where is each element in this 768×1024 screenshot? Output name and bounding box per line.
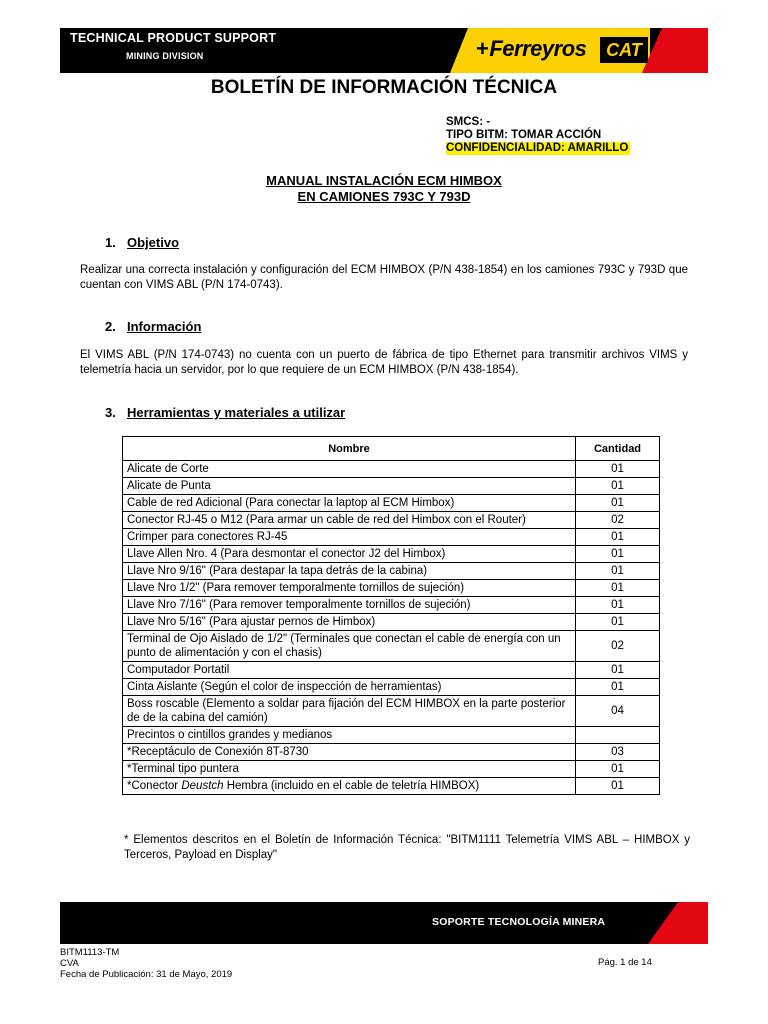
column-header-cantidad: Cantidad [576, 437, 660, 461]
meta-smcs: SMCS: - [446, 116, 491, 128]
cat-logo: CAT [600, 37, 648, 63]
tool-name-cell: Llave Nro 1/2" (Para remover temporalmente tornillos de sujeción) [123, 580, 576, 597]
table-row [123, 495, 660, 512]
tool-quantity-cell: 01 [576, 495, 660, 512]
header-title: TECHNICAL PRODUCT SUPPORT [70, 31, 277, 45]
page-number: Pág. 1 de 14 [598, 957, 652, 968]
section-label: Herramientas y materiales a utilizar [127, 405, 346, 420]
tools-table-body [123, 461, 660, 795]
header-subtitle: MINING DIVISION [126, 51, 204, 61]
table-header-row [123, 437, 660, 461]
section-text-objetivo: Realizar una correcta instalación y configuración del ECM HIMBOX (P/N 438-1854) en los camiones 793C y 793D que cuentan con VIMS ABL (P/N 174-0743). [80, 264, 688, 291]
tools-table [122, 436, 660, 795]
footer-band [60, 902, 708, 944]
table-row [123, 696, 660, 727]
tool-quantity-cell: 01 [576, 563, 660, 580]
table-row [123, 727, 660, 744]
tool-quantity-cell: 01 [576, 597, 660, 614]
tool-quantity-cell: 01 [576, 778, 660, 795]
tool-quantity-cell: 01 [576, 679, 660, 696]
tool-name-cell: *Conector Deustch Hembra (incluido en el cable de teletría HIMBOX) [123, 778, 576, 795]
tool-name-cell: Alicate de Punta [123, 478, 576, 495]
header-band [60, 28, 708, 73]
tool-quantity-cell: 01 [576, 529, 660, 546]
tool-quantity-cell: 01 [576, 478, 660, 495]
section-label: Objetivo [127, 235, 180, 250]
tool-name-cell: Precintos o cintillos grandes y medianos [123, 727, 576, 744]
tool-name-cell: Terminal de Ojo Aislado de 1/2" (Terminales que conectan el cable de energía con un punto de alimentación y con el chasis) [123, 631, 576, 662]
header-text [70, 31, 276, 61]
table-row [123, 744, 660, 761]
tool-quantity-cell: 01 [576, 546, 660, 563]
tool-quantity-cell: 01 [576, 662, 660, 679]
table-row [123, 597, 660, 614]
footer-red-accent [648, 902, 708, 944]
tool-quantity-cell: 02 [576, 512, 660, 529]
section-number: 1. [105, 235, 116, 250]
table-row [123, 461, 660, 478]
table-row [123, 761, 660, 778]
document-title-line2: EN CAMIONES 793C Y 793D [297, 189, 471, 204]
tool-name-cell: Cable de red Adicional (Para conectar la laptop al ECM Himbox) [123, 495, 576, 512]
tool-quantity-cell: 02 [576, 631, 660, 662]
document-title [0, 173, 768, 205]
footer-date: Fecha de Publicación: 31 de Mayo, 2019 [60, 969, 233, 980]
tool-name-cell: Computador Portatil [123, 662, 576, 679]
meta-confidencialidad: CONFIDENCIALIDAD: AMARILLO [446, 142, 629, 154]
table-row [123, 679, 660, 696]
table-row [123, 563, 660, 580]
footer-code: BITM1113-TM [60, 947, 120, 958]
section-label: Información [127, 319, 202, 334]
tool-name-cell: Llave Nro 5/16" (Para ajustar pernos de Himbox) [123, 614, 576, 631]
tool-quantity-cell: 01 [576, 761, 660, 778]
tool-name-cell: *Receptáculo de Conexión 8T-8730 [123, 744, 576, 761]
footer-band-text: SOPORTE TECNOLOGÍA MINERA [432, 916, 606, 928]
footer-info [60, 947, 232, 980]
tool-quantity-cell [576, 727, 660, 744]
table-row [123, 778, 660, 795]
tool-name-cell: Conector RJ-45 o M12 (Para armar un cable de red del Himbox con el Router) [123, 512, 576, 529]
page-title: BOLETÍN DE INFORMACIÓN TÉCNICA [210, 77, 558, 98]
table-row [123, 580, 660, 597]
column-header-nombre: Nombre [123, 437, 576, 461]
ferreyros-logo [476, 36, 586, 62]
table-row [123, 478, 660, 495]
tool-quantity-cell: 04 [576, 696, 660, 727]
tool-name-cell: Llave Nro 7/16" (Para remover temporalmente tornillos de sujeción) [123, 597, 576, 614]
table-footnote: * Elementos descritos en el Boletín de Información Técnica: "BITM1111 Telemetría VIMS ABL – HIMBOX y Terceros, Payload en Display" [124, 834, 690, 861]
table-row [123, 662, 660, 679]
tool-name-cell: Crimper para conectores RJ-45 [123, 529, 576, 546]
brand-logo [450, 28, 708, 73]
bulletin-meta [446, 116, 630, 155]
table-row [123, 546, 660, 563]
table-row [123, 512, 660, 529]
tool-quantity-cell: 01 [576, 461, 660, 478]
footer-author: CVA [60, 958, 79, 969]
section-text-informacion: El VIMS ABL (P/N 174-0743) no cuenta con un puerto de fábrica de tipo Ethernet para transmitir archivos VIMS y telemetría hacia un servidor, por lo que requiere de un ECM HIMBOX (P/N 438-1854). [80, 349, 688, 376]
document-title-line1: MANUAL INSTALACIÓN ECM HIMBOX [266, 173, 502, 188]
table-row [123, 529, 660, 546]
tool-name-cell: Llave Allen Nro. 4 (Para desmontar el conector J2 del Himbox) [123, 546, 576, 563]
section-number: 3. [105, 405, 116, 420]
table-row [123, 614, 660, 631]
table-row [123, 631, 660, 662]
tool-quantity-cell: 03 [576, 744, 660, 761]
tool-name-cell: *Terminal tipo puntera [123, 761, 576, 778]
tool-quantity-cell: 01 [576, 580, 660, 597]
tool-name-cell: Boss roscable (Elemento a soldar para fijación del ECM HIMBOX en la parte posterior de de la cabina del camión) [123, 696, 576, 727]
tool-name-cell: Cinta Aislante (Según el color de inspección de herramientas) [123, 679, 576, 696]
brand-red-block [642, 28, 708, 73]
ferreyros-plus-icon: + [476, 36, 489, 61]
ferreyros-wordmark: Ferreyros [489, 36, 587, 61]
section-number: 2. [105, 319, 116, 334]
tool-name-cell: Llave Nro 9/16" (Para destapar la tapa detrás de la cabina) [123, 563, 576, 580]
meta-tipo: TIPO BITM: TOMAR ACCIÓN [446, 129, 602, 141]
tool-quantity-cell: 01 [576, 614, 660, 631]
tool-name-cell: Alicate de Corte [123, 461, 576, 478]
